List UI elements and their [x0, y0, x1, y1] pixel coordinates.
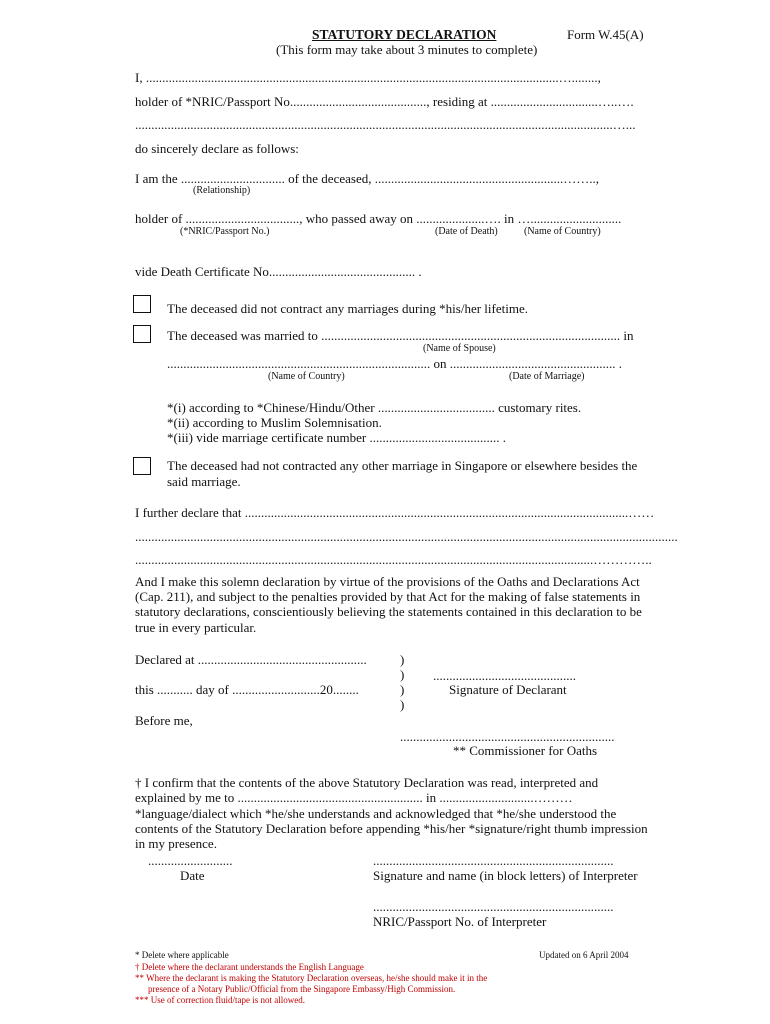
declarant-signature-field[interactable]: ............................................ — [433, 668, 576, 683]
deceased-nric-label: (*NRIC/Passport No.) — [180, 226, 270, 237]
deceased-details-line[interactable]: holder of ..................................., who passed away on .....................…. in …............................ — [135, 211, 622, 226]
footnote-english: † Delete where the declarant understands the English Language — [135, 962, 364, 972]
date-of-death-label: (Date of Death) — [435, 226, 498, 237]
declarant-signature-label: Signature of Declarant — [449, 682, 567, 697]
interpreter-confirmation-line: † I confirm that the contents of the above Statutory Declaration was read, interpreted and — [135, 775, 599, 790]
solemn-declaration-line: (Cap. 211), and subject to the penalties provided by that Act for the making of false statements in — [135, 589, 641, 604]
bracket: ) — [400, 667, 405, 682]
interpreter-confirmation-line: in my presence. — [135, 836, 217, 851]
married-to-line[interactable]: The deceased was married to ............................................................................................ in — [167, 328, 634, 343]
interpreter-nric-label: NRIC/Passport No. of Interpreter — [373, 914, 547, 929]
form-subtitle: (This form may take about 3 minutes to complete) — [276, 42, 538, 57]
relationship-label: (Relationship) — [193, 185, 251, 196]
marriage-country-date-line[interactable]: ................................................................................. on ................................................... . — [167, 356, 622, 371]
no-marriage-text: The deceased did not contract any marriages during *his/her lifetime. — [167, 301, 528, 316]
footnote-correction-fluid: *** Use of correction fluid/tape is not allowed. — [135, 995, 305, 1005]
before-me-text: Before me, — [135, 713, 193, 728]
death-certificate-line[interactable]: vide Death Certificate No............................................. . — [135, 264, 422, 279]
interpreter-confirmation-line: contents of the Statutory Declaration before appending *his/her *signature/right thumb impression — [135, 821, 648, 836]
footnote-overseas-cont: presence of a Notary Public/Official from the Singapore Embassy/High Commission. — [148, 984, 456, 994]
further-declare-line-3[interactable]: .............................................................................................................................................………….. — [135, 552, 652, 567]
no-marriage-checkbox[interactable] — [133, 295, 151, 313]
interpreter-nric-field[interactable]: .......................................................................... — [373, 899, 614, 914]
declarant-nric-address-line[interactable]: holder of *NRIC/Passport No.........................................., residing at .................................…..…. — [135, 94, 634, 109]
no-other-marriage-text-cont: said marriage. — [167, 474, 241, 489]
solemn-declaration-line: statutory declarations, conscientiously believing the statements contained in this declaration to be — [135, 604, 642, 619]
solemn-declaration-line: true in every particular. — [135, 620, 257, 635]
bracket: ) — [400, 682, 405, 697]
address-continuation-line[interactable]: ...................................................................................................................................................…... — [135, 117, 636, 132]
spouse-name-label: (Name of Spouse) — [423, 343, 496, 354]
marriage-date-label: (Date of Marriage) — [509, 371, 585, 382]
no-other-marriage-checkbox[interactable] — [133, 457, 151, 475]
interpreter-date-field[interactable]: .......................... — [148, 853, 233, 868]
updated-date: Updated on 6 April 2004 — [539, 950, 629, 960]
interpreter-signature-label: Signature and name (in block letters) of Interpreter — [373, 868, 638, 883]
commissioner-signature-field[interactable]: .................................................................. — [400, 729, 615, 744]
interpreter-signature-field[interactable]: .......................................................................... — [373, 853, 614, 868]
country-label: (Name of Country) — [524, 226, 601, 237]
bracket: ) — [400, 652, 405, 667]
interpreter-date-label: Date — [180, 868, 205, 883]
declared-at-line[interactable]: Declared at .................................................... — [135, 652, 367, 667]
muslim-solemnisation-option: *(ii) according to Muslim Solemnisation. — [167, 415, 382, 430]
commissioner-label: ** Commissioner for Oaths — [453, 743, 598, 758]
interpreter-language-line[interactable]: explained by me to ......................................................... in .............................……… — [135, 790, 573, 805]
declarant-name-line[interactable]: I, ...............................................................................................................................…........, — [135, 70, 601, 85]
no-other-marriage-text: The deceased had not contracted any other marriage in Singapore or elsewhere besides the — [167, 458, 638, 473]
declaration-date-line[interactable]: this ........... day of ...........................20........ — [135, 682, 359, 697]
marriage-certificate-option[interactable]: *(iii) vide marriage certificate number ........................................ . — [167, 430, 506, 445]
bracket: ) — [400, 697, 405, 712]
interpreter-confirmation-line: *language/dialect which *he/she understands and acknowledged that *he/she understood the — [135, 806, 617, 821]
declare-statement: do sincerely declare as follows: — [135, 141, 299, 156]
solemn-declaration-line: And I make this solemn declaration by virtue of the provisions of the Oaths and Declarations Act — [135, 574, 640, 589]
marriage-country-label: (Name of Country) — [268, 371, 345, 382]
footnote-delete-applicable: * Delete where applicable — [135, 950, 229, 960]
form-title: STATUTORY DECLARATION — [312, 27, 497, 42]
further-declare-line-2[interactable]: ....................................................................................................................................................................... — [135, 529, 678, 544]
further-declare-line[interactable]: I further declare that ......................................................................................................................…… — [135, 505, 655, 520]
relationship-line[interactable]: I am the ................................ of the deceased, ..........................................................…….., — [135, 171, 599, 186]
customary-rites-option[interactable]: *(i) according to *Chinese/Hindu/Other .................................... customary rites. — [167, 400, 582, 415]
form-number: Form W.45(A) — [567, 27, 644, 42]
footnote-overseas: ** Where the declarant is making the Statutory Declaration overseas, he/she should make it in the — [135, 973, 488, 983]
married-checkbox[interactable] — [133, 325, 151, 343]
